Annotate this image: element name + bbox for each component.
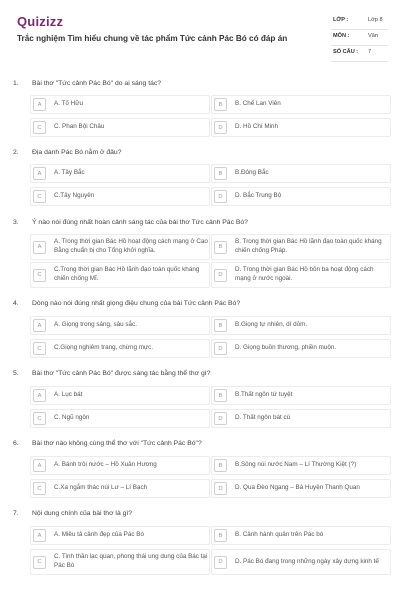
option-key: C bbox=[33, 121, 46, 134]
meta-label: MÔN : bbox=[333, 33, 350, 39]
option-text: C.Giọng nghiêm trang, chừng mực. bbox=[54, 344, 154, 352]
option-key: D bbox=[214, 190, 227, 203]
option-text: D. Qua Đèo Ngang – Bà Huyện Thanh Quan bbox=[235, 484, 360, 492]
option-text: B.Giọng tự nhiên, dí dỏm. bbox=[235, 321, 308, 329]
option-text: D. Giọng buồn thương, phiền muộn. bbox=[235, 344, 337, 352]
option-text: B.Đông Bắc bbox=[235, 169, 269, 177]
option-key: B bbox=[214, 98, 227, 111]
option-key: D bbox=[214, 121, 227, 134]
option-text: D. Thất ngôn bát cú bbox=[235, 414, 291, 422]
option-text: B.Thất ngôn tứ tuyệt bbox=[235, 391, 293, 399]
option-b[interactable] bbox=[211, 164, 391, 183]
worksheet-meta bbox=[331, 14, 388, 62]
option-key: D bbox=[214, 412, 227, 425]
question-number: 2. bbox=[13, 149, 19, 156]
option-d[interactable] bbox=[211, 409, 391, 428]
option-d[interactable] bbox=[211, 339, 391, 358]
option-key: B bbox=[214, 241, 227, 254]
option-text: C. Ngũ ngôn bbox=[54, 414, 90, 422]
option-b[interactable] bbox=[211, 386, 391, 405]
worksheet-title: Trắc nghiệm Tìm hiểu chung về tác phẩm Tức cảnh Pác Bó có đáp án bbox=[17, 34, 288, 43]
option-c[interactable] bbox=[30, 479, 210, 498]
option-text: A. Giọng trong sáng, sâu sắc. bbox=[54, 321, 137, 329]
option-text: C. Phan Bội Châu bbox=[54, 123, 105, 131]
option-c[interactable] bbox=[30, 262, 210, 288]
option-key: A bbox=[33, 459, 46, 472]
option-c[interactable] bbox=[30, 187, 210, 206]
option-d[interactable] bbox=[211, 118, 391, 137]
question-number: 3. bbox=[13, 219, 19, 226]
option-text: D. Hồ Chí Minh bbox=[235, 123, 279, 131]
question-text: Dòng nào nói đúng nhất giọng điệu chung của bài Tức cảnh Pác Bó? bbox=[32, 300, 241, 307]
question-number: 6. bbox=[13, 440, 19, 447]
option-a[interactable] bbox=[30, 526, 210, 545]
option-c[interactable] bbox=[30, 118, 210, 137]
option-d[interactable] bbox=[211, 549, 391, 575]
option-b[interactable] bbox=[211, 234, 391, 260]
option-c[interactable] bbox=[30, 409, 210, 428]
option-text: C.Tây Nguyên bbox=[54, 192, 95, 200]
option-text: A. Trong thời gian Bác Hồ hoạt động cách mạng ở Cao Bằng chuẩn bị cho Tổng khởi nghĩa. bbox=[54, 238, 208, 254]
option-key: A bbox=[33, 98, 46, 111]
option-b[interactable] bbox=[211, 316, 391, 335]
question-number: 1. bbox=[13, 80, 19, 87]
option-key: D bbox=[214, 269, 227, 282]
meta-label: SỐ CÂU : bbox=[333, 49, 359, 55]
option-key: C bbox=[33, 412, 46, 425]
option-text: B. Cảnh hành quân trên Pác bó bbox=[235, 531, 324, 539]
question-text: Bài thơ "Tức cảnh Pác Bó" do ai sáng tác? bbox=[32, 80, 162, 87]
option-key: A bbox=[33, 529, 46, 542]
option-text: C.Trong thời gian Bác Hồ lãnh đạo toàn quốc kháng chiến chống Mĩ. bbox=[54, 266, 200, 282]
option-b[interactable] bbox=[211, 456, 391, 475]
option-a[interactable] bbox=[30, 456, 210, 475]
option-c[interactable] bbox=[30, 339, 210, 358]
option-key: C bbox=[33, 482, 46, 495]
option-key: D bbox=[214, 482, 227, 495]
option-text: B.Sông núi nước Nam – Lí Thường Kiệt (?) bbox=[235, 461, 357, 469]
option-text: A. Miêu tả cảnh đẹp của Pác Bó bbox=[54, 531, 144, 539]
option-text: D. Bắc Trung Bộ bbox=[235, 192, 282, 200]
question-text: Nội dung chính của bài thơ là gì? bbox=[32, 510, 133, 517]
option-d[interactable] bbox=[211, 262, 391, 288]
option-a[interactable] bbox=[30, 386, 210, 405]
option-key: C bbox=[33, 269, 46, 282]
option-key: A bbox=[33, 389, 46, 402]
option-key: B bbox=[214, 167, 227, 180]
option-key: A bbox=[33, 241, 46, 254]
option-text: A. Bánh trôi nước – Hồ Xuân Hương bbox=[54, 461, 157, 469]
option-text: D. Pác Bó đang trong những ngày xây dựng kinh tế bbox=[235, 557, 379, 565]
option-a[interactable] bbox=[30, 164, 210, 183]
meta-value: Văn bbox=[368, 33, 378, 39]
option-key: D bbox=[214, 342, 227, 355]
meta-row-subject bbox=[331, 30, 388, 46]
option-key: B bbox=[214, 319, 227, 332]
question-text: Bài thơ "Tức cảnh Pác Bó" được sáng tác bằng thể thơ gì? bbox=[32, 370, 211, 377]
option-text: C. Tinh thần lạc quan, phong thái ung dung của Bác tại Pác Bó bbox=[54, 553, 208, 569]
option-key: D bbox=[214, 556, 227, 569]
option-b[interactable] bbox=[211, 526, 391, 545]
option-c[interactable] bbox=[30, 549, 210, 575]
option-key: A bbox=[33, 167, 46, 180]
option-text: D. Trong thời gian Bác Hồ bôn ba hoạt động cách mạng ở nước ngoài. bbox=[235, 266, 374, 282]
question-text: Ý nào nói đúng nhất hoàn cảnh sáng tác của bài thơ Tức cảnh Pác Bó? bbox=[32, 219, 248, 226]
option-key: C bbox=[33, 190, 46, 203]
meta-value: Lớp 8 bbox=[368, 17, 383, 23]
meta-label: LỚP : bbox=[333, 17, 349, 23]
option-b[interactable] bbox=[211, 95, 391, 114]
meta-value: 7 bbox=[368, 49, 372, 55]
option-key: B bbox=[214, 459, 227, 472]
option-text: A. Tây Bắc bbox=[54, 169, 85, 177]
option-d[interactable] bbox=[211, 187, 391, 206]
option-key: B bbox=[214, 389, 227, 402]
option-text: A. Tố Hữu bbox=[54, 100, 83, 108]
option-key: C bbox=[33, 556, 46, 569]
worksheet-header bbox=[0, 0, 400, 72]
option-text: A. Lục bát bbox=[54, 391, 83, 399]
option-d[interactable] bbox=[211, 479, 391, 498]
option-a[interactable] bbox=[30, 316, 210, 335]
meta-row-count bbox=[331, 46, 388, 62]
option-text: B. Chế Lan Viên bbox=[235, 100, 281, 108]
option-a[interactable] bbox=[30, 95, 210, 114]
question-number: 7. bbox=[13, 510, 19, 517]
option-a[interactable] bbox=[30, 234, 210, 260]
question-number: 4. bbox=[13, 300, 19, 307]
option-text: B. Trong thời gian Bác Hồ lãnh đạo toàn quốc kháng chiến chống Pháp. bbox=[235, 238, 382, 254]
option-key: A bbox=[33, 319, 46, 332]
quizizz-logo: Quizizz bbox=[17, 14, 64, 29]
meta-row-class bbox=[331, 14, 388, 30]
option-key: B bbox=[214, 529, 227, 542]
question-text: Bài thơ nào không cùng thể thơ với "Tức cảnh Pác Bó"? bbox=[32, 440, 202, 447]
question-number: 5. bbox=[13, 370, 19, 377]
question-text: Địa danh Pác Bó nằm ở đâu? bbox=[32, 149, 122, 156]
option-text: C.Xa ngắm thác núi Lư – Lí Bạch bbox=[54, 484, 148, 492]
option-key: C bbox=[33, 342, 46, 355]
